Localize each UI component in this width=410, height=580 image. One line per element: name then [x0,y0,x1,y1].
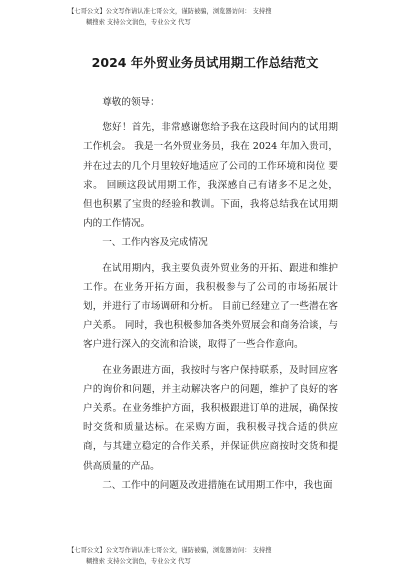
section-heading-1: 一、工作内容及完成情况 [102,237,208,249]
document-body [83,93,338,495]
section-heading-2: 二、工作中的问题及改进措施在试用期工作中，我也面 [102,479,333,491]
greeting: 尊敬的领导： [102,97,160,108]
header-banner-line1: 【七哥公文】公文写作请认准七哥公文，谨防被骗，浏览器访问： 支持搜 [68,8,272,15]
paragraph-work-content: 在试用期内，我主要负责外贸业务的开拓、跟进和维护工作。在业务开拓方面，我积极参与了公司的市场拓展计划，并进行了市场调研和分析。 目前已经建立了一些潜在客户关系。 同时，我也积极参加各类外贸展会和商务洽谈，与客户进行深入的交流和洽谈，取得了一些合作意向。 [83,262,338,351]
paragraph-intro: 您好！首先，非常感谢您给予我在这段时间内的试用期工作机会。 我是一名外贸业务员，我在 2024 年加入贵司， 并在过去的几个月里较好地适应了公司的工作环境和岗位 要求。 回顾这段试用期工作，我深感自己有诸多不足之处， 但也积累了宝贵的经验和教训。下面，我将总结我在试用期 内的工作情况。 [83,122,338,230]
footer-banner [68,545,380,567]
footer-banner-line1: 【七哥公文】公文写作请认准七哥公文，谨防被骗，浏览器访问： 支持搜 [68,547,272,554]
footer-banner-line2: 糊搜索 支持公文润色，专业公文 代写 [86,558,191,565]
header-banner-line2: 糊搜索 支持公文润色，专业公文 代写 [86,19,191,26]
header-banner [68,6,380,28]
paragraph-follow-up: 在业务跟进方面，我按时与客户保持联系，及时回应客户的询价和问题，并主动解决客户的问题，维护了良好的客户关系。在业务维护方面，我积极跟进订单的进展，确保按时交货和质量达标。在采购方面，我积极寻找合适的供应商，与其建立稳定的合作关系，并保证供应商按时交货和提供高质量的产品。 [83,364,338,472]
document-title: 2024 年外贸业务员试用期工作总结范文 [91,55,319,70]
